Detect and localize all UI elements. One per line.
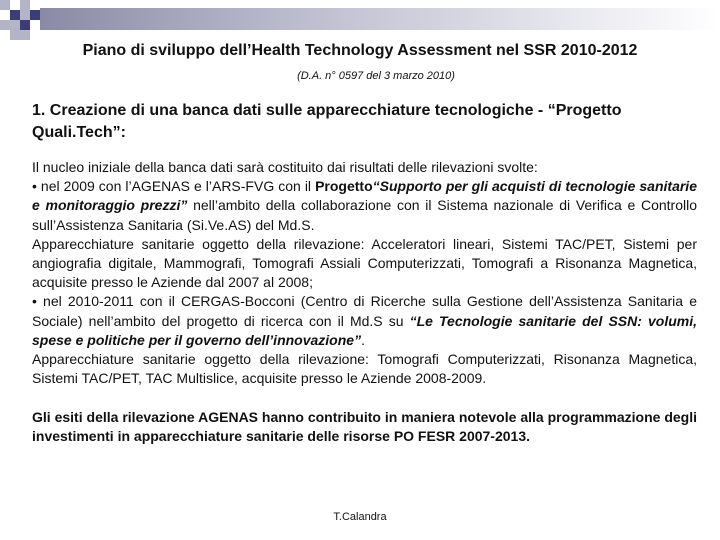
- item-2010-equipment: Apparecchiature sanitarie oggetto della rilevazione: Tomografi Computerizzati, Risonanza Magnetica, Sistemi TAC/PET, TAC Multislice, acquisite presso le Aziende 2008-2009.: [32, 351, 697, 387]
- item-2009-equipment: Apparecchiature sanitarie oggetto della rilevazione: Acceleratori lineari, Sistemi TAC/PET, Sistemi per angiografia digitale, Mammografi, Tomografi Assiali Computerizzati, Tomografi a Risonanza Magnetica, acquisite presso le Aziende dal 2007 al 2008;: [32, 235, 697, 291]
- deco-square: [10, 10, 20, 20]
- deco-square: [10, 30, 20, 40]
- body-text: [32, 158, 697, 388]
- deco-square: [20, 0, 30, 10]
- item-2009-project-label: Progetto: [315, 178, 373, 195]
- deco-square: [10, 20, 20, 30]
- header-gradient-bar: [40, 8, 720, 30]
- slide-title: Piano di sviluppo dell’Health Technology Assessment nel SSR 2010-2012: [82, 42, 638, 59]
- item-2010-suffix: .: [361, 331, 365, 348]
- deco-square: [20, 20, 30, 30]
- item-2009-prefix: • nel 2009 con l’AGENAS e l’ARS-FVG con il: [32, 178, 316, 195]
- conclusion-paragraph: Gli esiti della rilevazione AGENAS hanno contribuito in maniera notevole alla programmazione degli investimenti in apparecchiature sanitarie delle risorse PO FESR 2007-2013.: [32, 409, 697, 444]
- section-heading: 1. Creazione di una banca dati sulle apparecchiature tecnologiche - “Progetto Quali.Tech”:: [32, 102, 622, 141]
- item-2010: [32, 292, 697, 350]
- deco-square: [30, 10, 40, 20]
- deco-square: [0, 0, 10, 10]
- deco-square: [20, 10, 30, 20]
- intro-paragraph: Il nucleo iniziale della banca dati sarà costituito dai risultati delle rilevazioni svolte:: [32, 159, 538, 175]
- item-2010-prefix: • nel 2010-2011 con il CERGAS-Bocconi (Centro di Ricerche sulla Gestione dell’Assistenza Sanitaria e Sociale) nell’ambito del progetto di ricerca con il Md.S su: [32, 293, 697, 329]
- deco-square: [0, 20, 10, 30]
- item-2009-suffix: nell’ambito della collaborazione con il Sistema nazionale di Verifica e Controllo sull’Assistenza Sanitaria (Si.Ve.AS) del Md.S.: [32, 197, 697, 233]
- deco-square: [0, 10, 10, 20]
- deco-square: [10, 0, 20, 10]
- item-2010-project-title: “Le Tecnologie sanitarie del SSN: volumi, spese e politiche per il governo dell’innovazione”: [32, 312, 697, 348]
- item-2009: [32, 177, 697, 235]
- deco-square: [20, 30, 30, 40]
- footer-author: T.Calandra: [333, 511, 387, 523]
- item-2009-project-title: “Supporto per gli acquisti di tecnologie sanitarie e monitoraggio prezzi”: [32, 178, 697, 214]
- slide-subtitle: (D.A. n° 0597 del 3 marzo 2010): [297, 70, 455, 82]
